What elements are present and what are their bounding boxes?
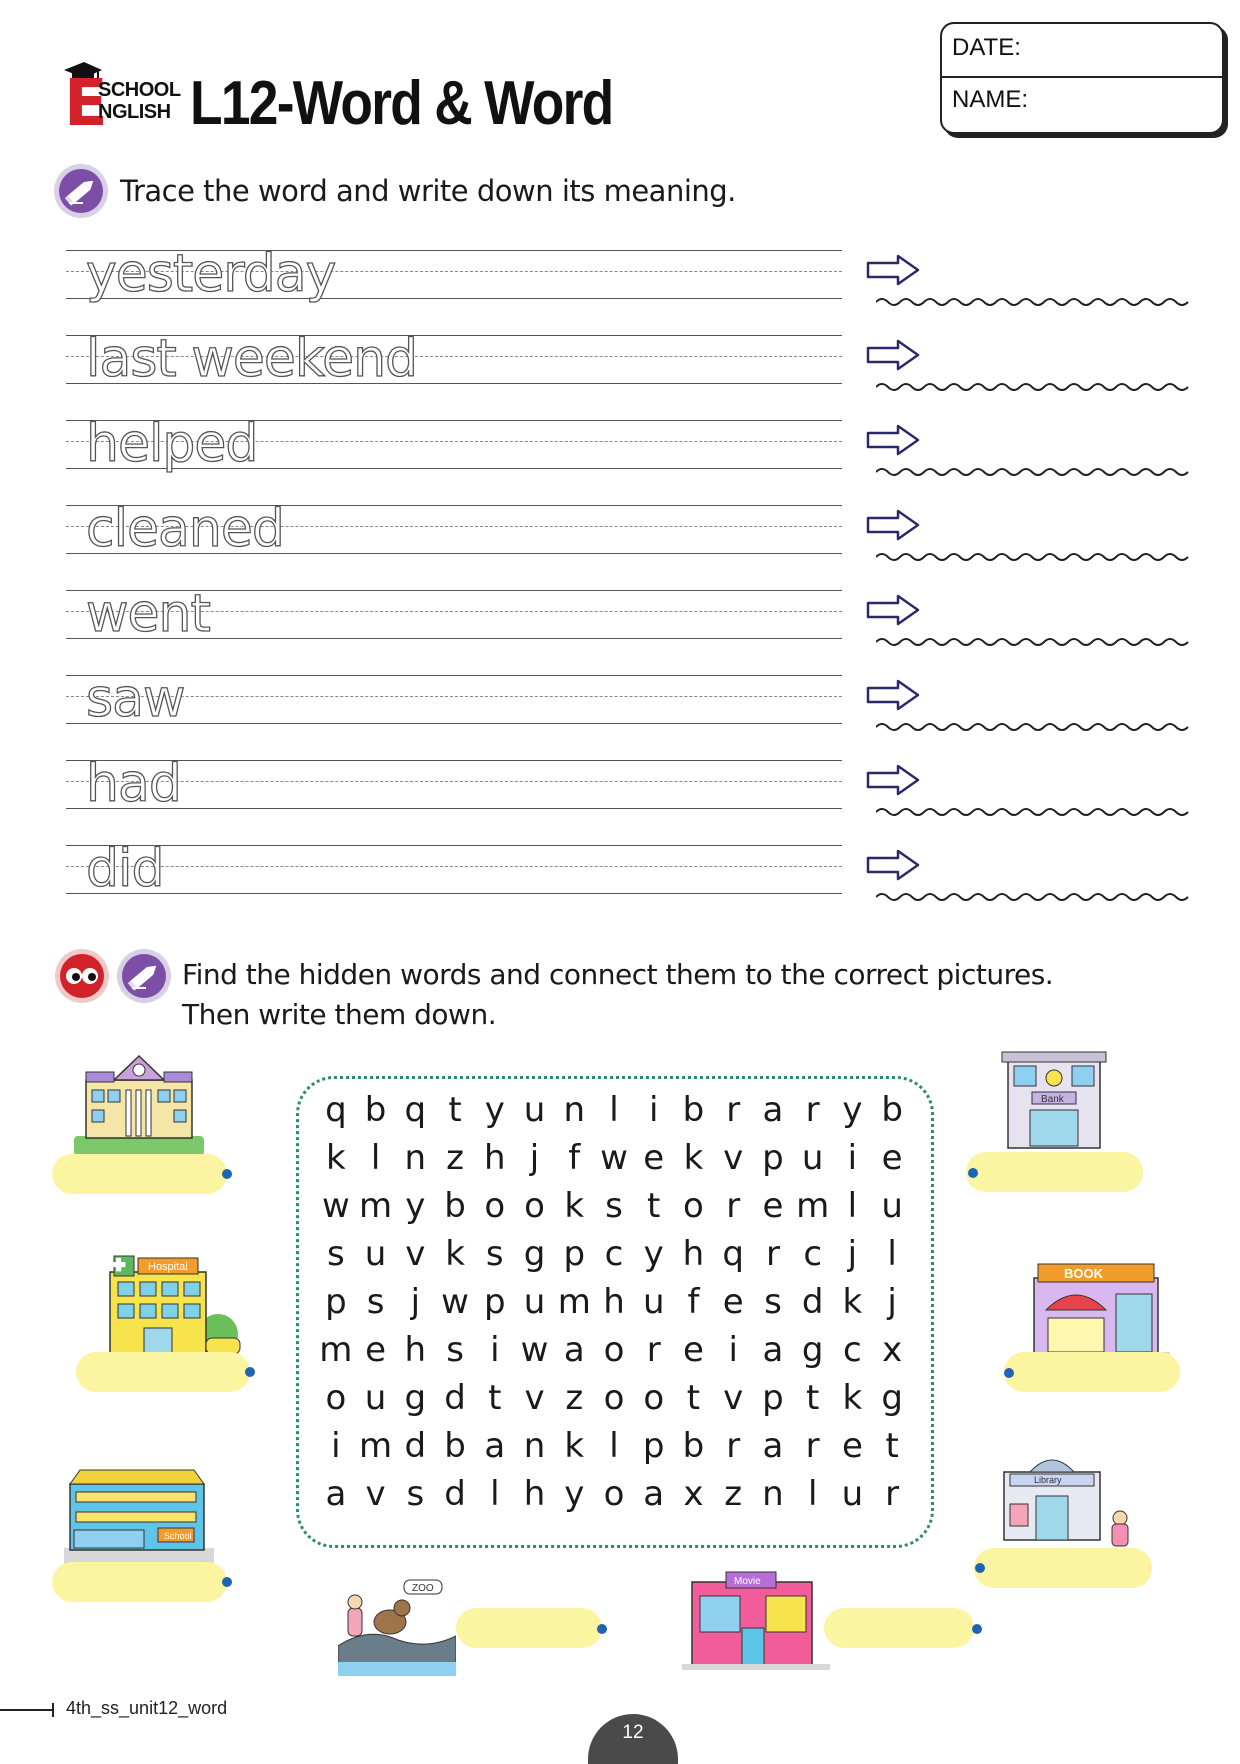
grid-letter[interactable]: s	[366, 1282, 385, 1322]
grid-letter[interactable]: i	[847, 1138, 858, 1178]
grid-letter[interactable]: p	[762, 1378, 784, 1418]
grid-letter[interactable]: r	[726, 1426, 741, 1466]
arrow-right-icon	[866, 254, 920, 286]
arrow-right-icon	[866, 339, 920, 371]
grid-letter[interactable]: l	[847, 1186, 858, 1226]
grid-letter[interactable]: y	[405, 1186, 426, 1226]
hospital-sign: Hospital	[148, 1261, 188, 1273]
connect-dot[interactable]	[222, 1577, 232, 1587]
grid-letter[interactable]: v	[365, 1474, 386, 1514]
answer-blank[interactable]	[52, 1562, 227, 1602]
school-sign: School	[164, 1531, 192, 1541]
grid-letter[interactable]: a	[563, 1330, 585, 1370]
grid-letter[interactable]: p	[483, 1282, 506, 1322]
grid-letter[interactable]: h	[682, 1234, 705, 1274]
grid-letter[interactable]: y	[643, 1234, 664, 1274]
name-label: NAME:	[952, 86, 1029, 113]
trace-row	[66, 839, 842, 903]
trace-row	[66, 244, 842, 308]
grid-letter[interactable]: l	[609, 1426, 619, 1466]
grid-letter[interactable]: e	[881, 1138, 903, 1178]
grid-letter[interactable]: k	[445, 1234, 465, 1274]
grid-letter[interactable]: y	[842, 1090, 863, 1130]
bank-picture	[994, 1050, 1110, 1150]
pencil-icon	[53, 163, 109, 219]
trace-word: had	[86, 754, 181, 814]
trace-row	[66, 754, 842, 818]
grid-letter[interactable]: p	[325, 1282, 347, 1322]
grid-letter[interactable]: e	[643, 1138, 665, 1178]
grid-letter[interactable]: u	[364, 1378, 387, 1418]
answer-line[interactable]	[876, 721, 1190, 733]
library-sign: Library	[1034, 1475, 1062, 1485]
answer-blank[interactable]	[974, 1548, 1152, 1588]
grid-letter[interactable]: m	[319, 1330, 353, 1370]
arrow-right-icon	[866, 594, 920, 626]
grid-letter[interactable]: s	[406, 1474, 425, 1514]
grid-letter[interactable]: c	[604, 1234, 624, 1274]
grid-letter[interactable]: u	[642, 1282, 665, 1322]
grid-letter[interactable]: n	[523, 1426, 546, 1466]
grid-letter[interactable]: k	[842, 1378, 863, 1418]
grid-letter[interactable]: i	[649, 1090, 659, 1130]
grid-letter[interactable]: a	[643, 1474, 665, 1514]
hospital-picture	[108, 1252, 248, 1358]
grid-letter[interactable]: d	[801, 1282, 824, 1322]
grid-letter[interactable]: l	[887, 1234, 897, 1274]
grid-letter[interactable]: m	[359, 1426, 393, 1466]
connect-dot[interactable]	[245, 1367, 255, 1377]
grid-letter[interactable]: n	[762, 1474, 784, 1514]
answer-line[interactable]	[876, 891, 1190, 903]
grid-letter[interactable]: a	[762, 1330, 784, 1370]
grid-letter[interactable]: k	[842, 1282, 863, 1322]
grid-letter[interactable]: o	[603, 1474, 625, 1514]
school-english-logo	[58, 58, 181, 141]
arrow-right-icon	[866, 509, 920, 541]
answer-blank[interactable]	[966, 1152, 1143, 1192]
grid-letter[interactable]: e	[365, 1330, 387, 1370]
trace-row	[66, 584, 842, 648]
connect-dot[interactable]	[968, 1168, 978, 1178]
instruction-find-line1: Find the hidden words and connect them to the correct pictures.	[182, 958, 1054, 991]
grid-letter[interactable]: z	[724, 1474, 743, 1514]
grid-letter[interactable]: d	[444, 1378, 466, 1418]
grid-letter[interactable]: z	[446, 1138, 464, 1178]
trace-word: helped	[86, 414, 258, 474]
trace-word: last weekend	[86, 329, 418, 389]
grid-letter[interactable]: j	[887, 1282, 897, 1322]
grid-letter[interactable]: l	[490, 1474, 500, 1514]
arrow-right-icon	[866, 424, 920, 456]
grid-letter[interactable]: g	[404, 1378, 427, 1418]
grid-letter[interactable]: i	[490, 1330, 500, 1370]
grid-letter[interactable]: o	[603, 1330, 625, 1370]
bank-sign: Bank	[1041, 1094, 1064, 1105]
answer-blank[interactable]	[52, 1154, 227, 1194]
instruction-find-line2: Then write them down.	[182, 998, 497, 1031]
instruction-trace: Trace the word and write down its meaning.	[120, 174, 736, 208]
grid-letter[interactable]: w	[321, 1186, 350, 1226]
trace-row	[66, 499, 842, 563]
grid-letter[interactable]: j	[529, 1138, 540, 1178]
connect-dot[interactable]	[597, 1624, 607, 1634]
logo-line2: NGLISH	[98, 101, 171, 123]
grid-letter[interactable]: k	[564, 1426, 585, 1466]
library-picture	[994, 1448, 1140, 1550]
grid-letter[interactable]: b	[444, 1426, 466, 1466]
answer-line[interactable]	[876, 381, 1190, 393]
page-title: L12-Word & Word	[190, 69, 613, 138]
grid-letter[interactable]: e	[762, 1186, 784, 1226]
connect-dot[interactable]	[1004, 1368, 1014, 1378]
grid-letter[interactable]: e	[683, 1330, 704, 1370]
grid-letter[interactable]: s	[485, 1234, 504, 1274]
grid-letter[interactable]: s	[446, 1330, 464, 1370]
answer-blank[interactable]	[76, 1352, 250, 1392]
trace-word: saw	[86, 669, 185, 729]
grid-letter[interactable]: g	[881, 1378, 903, 1418]
grid-letter[interactable]: a	[484, 1426, 506, 1466]
grid-letter[interactable]: s	[327, 1234, 345, 1274]
answer-line[interactable]	[876, 466, 1190, 478]
grid-letter[interactable]: r	[726, 1090, 741, 1130]
grid-letter[interactable]: u	[523, 1282, 546, 1322]
school-street-picture	[64, 1464, 214, 1564]
grid-letter[interactable]: u	[523, 1090, 546, 1130]
grid-letter[interactable]: r	[805, 1090, 820, 1130]
school-building-picture	[74, 1050, 204, 1156]
grid-letter[interactable]: m	[796, 1186, 830, 1226]
arrow-right-icon	[866, 849, 920, 881]
grid-letter[interactable]: h	[603, 1282, 625, 1322]
grid-letter[interactable]: t	[805, 1378, 820, 1418]
trace-word: yesterday	[86, 244, 336, 304]
trace-word: cleaned	[86, 499, 284, 559]
grid-letter[interactable]: u	[881, 1186, 903, 1226]
grid-letter[interactable]: t	[488, 1378, 502, 1418]
grid-letter[interactable]: i	[331, 1426, 341, 1466]
answer-blank[interactable]	[824, 1608, 974, 1648]
grid-letter[interactable]: y	[484, 1090, 505, 1130]
answer-line[interactable]	[876, 806, 1190, 818]
movie-sign: Movie	[734, 1576, 761, 1587]
grid-letter[interactable]: z	[565, 1378, 584, 1418]
grid-letter[interactable]: v	[405, 1234, 426, 1274]
answer-line[interactable]	[876, 551, 1190, 563]
grid-letter[interactable]: w	[600, 1138, 628, 1178]
answer-line[interactable]	[876, 636, 1190, 648]
grid-letter[interactable]: h	[523, 1474, 546, 1514]
grid-letter[interactable]: u	[841, 1474, 864, 1514]
grid-letter[interactable]: o	[524, 1186, 545, 1226]
grid-letter[interactable]: r	[805, 1426, 820, 1466]
grid-letter[interactable]: l	[609, 1090, 619, 1130]
grid-letter[interactable]: l	[807, 1474, 818, 1514]
grid-letter[interactable]: a	[325, 1474, 347, 1514]
grid-letter[interactable]: a	[762, 1426, 784, 1466]
grid-letter[interactable]: u	[364, 1234, 387, 1274]
grid-letter[interactable]: m	[557, 1282, 591, 1322]
grid-letter[interactable]: g	[801, 1330, 824, 1370]
footer-tick	[52, 1703, 54, 1717]
grid-letter[interactable]: a	[762, 1090, 784, 1130]
trace-word: went	[86, 584, 210, 644]
grid-letter[interactable]: c	[803, 1234, 823, 1274]
grid-letter[interactable]: h	[404, 1330, 427, 1370]
grid-letter[interactable]: n	[563, 1090, 586, 1130]
grid-letter[interactable]: w	[520, 1330, 549, 1370]
footer-code: 4th_ss_unit12_word	[66, 1698, 228, 1718]
logo-initial: E	[64, 67, 108, 141]
grid-letter[interactable]: t	[448, 1090, 462, 1130]
date-label: DATE:	[952, 34, 1021, 61]
grid-letter[interactable]: i	[728, 1330, 738, 1370]
trace-word: did	[86, 839, 164, 899]
grid-letter[interactable]: t	[686, 1378, 701, 1418]
grid-letter[interactable]: e	[841, 1426, 863, 1466]
grid-letter[interactable]: s	[764, 1282, 782, 1322]
movie-theater-picture	[682, 1568, 830, 1672]
grid-letter[interactable]: m	[359, 1186, 393, 1226]
eyes-icon	[54, 948, 110, 1004]
grid-letter[interactable]: f	[568, 1138, 581, 1178]
grid-letter[interactable]: p	[563, 1234, 586, 1274]
grid-letter[interactable]: k	[683, 1138, 704, 1178]
bookstore-sign: BOOK	[1064, 1266, 1103, 1281]
connect-dot[interactable]	[972, 1624, 982, 1634]
grid-letter[interactable]: j	[410, 1282, 421, 1322]
grid-letter[interactable]: d	[404, 1426, 427, 1466]
grid-letter[interactable]: d	[444, 1474, 466, 1514]
grid-letter[interactable]: n	[404, 1138, 427, 1178]
grid-letter[interactable]: w	[441, 1282, 469, 1322]
grid-letter[interactable]: y	[564, 1474, 585, 1514]
grid-letter[interactable]: r	[765, 1234, 780, 1274]
grid-letter[interactable]: p	[642, 1426, 665, 1466]
grid-letter[interactable]: c	[843, 1330, 862, 1370]
grid-letter[interactable]: p	[762, 1138, 784, 1178]
answer-line[interactable]	[876, 296, 1190, 308]
connect-dot[interactable]	[222, 1169, 232, 1179]
grid-letter[interactable]: t	[647, 1186, 661, 1226]
grid-letter[interactable]: x	[683, 1474, 704, 1514]
grid-letter[interactable]: x	[882, 1330, 903, 1370]
grid-letter[interactable]: l	[370, 1138, 381, 1178]
arrow-right-icon	[866, 679, 920, 711]
grid-letter[interactable]: b	[682, 1426, 705, 1466]
grid-letter[interactable]: q	[722, 1234, 744, 1274]
grid-letter[interactable]: b	[682, 1090, 705, 1130]
zoo-picture	[338, 1576, 456, 1676]
grid-letter[interactable]: k	[326, 1138, 346, 1178]
trace-row	[66, 414, 842, 478]
word-search-grid	[316, 1086, 912, 1516]
page-number: 12	[622, 1722, 644, 1743]
grid-letter[interactable]: b	[364, 1090, 387, 1130]
grid-letter[interactable]: q	[325, 1090, 347, 1130]
grid-letter[interactable]: u	[801, 1138, 824, 1178]
grid-letter[interactable]: k	[564, 1186, 585, 1226]
grid-letter[interactable]: r	[885, 1474, 900, 1514]
bookstore-picture	[1024, 1258, 1170, 1360]
arrow-right-icon	[866, 764, 920, 796]
grid-letter[interactable]: q	[404, 1090, 427, 1130]
grid-letter[interactable]: h	[484, 1138, 506, 1178]
connect-dot[interactable]	[975, 1563, 985, 1573]
grid-letter[interactable]: v	[524, 1378, 545, 1418]
grid-letter[interactable]: b	[444, 1186, 466, 1226]
logo-line1: SCHOOL	[98, 79, 181, 101]
grid-letter[interactable]: o	[643, 1378, 665, 1418]
grid-letter[interactable]: r	[726, 1186, 741, 1226]
pencil-icon	[116, 948, 172, 1004]
zoo-sign: ZOO	[412, 1583, 434, 1594]
grid-letter[interactable]: s	[605, 1186, 623, 1226]
date-name-box	[940, 22, 1224, 134]
grid-letter[interactable]: f	[687, 1282, 700, 1322]
grid-letter[interactable]: t	[885, 1426, 899, 1466]
grid-letter[interactable]: o	[603, 1378, 625, 1418]
grid-letter[interactable]: g	[523, 1234, 546, 1274]
answer-blank[interactable]	[1004, 1352, 1180, 1392]
grid-letter[interactable]: v	[723, 1138, 744, 1178]
answer-blank[interactable]	[456, 1608, 602, 1648]
grid-letter[interactable]: b	[881, 1090, 903, 1130]
grid-letter[interactable]: o	[484, 1186, 506, 1226]
trace-row	[66, 669, 842, 733]
grid-letter[interactable]: j	[847, 1234, 858, 1274]
grid-letter[interactable]: r	[646, 1330, 661, 1370]
trace-row	[66, 329, 842, 393]
grid-letter[interactable]: o	[683, 1186, 704, 1226]
footer-rule	[0, 1709, 52, 1711]
grid-letter[interactable]: o	[325, 1378, 347, 1418]
grid-letter[interactable]: v	[723, 1378, 744, 1418]
grid-letter[interactable]: e	[722, 1282, 744, 1322]
